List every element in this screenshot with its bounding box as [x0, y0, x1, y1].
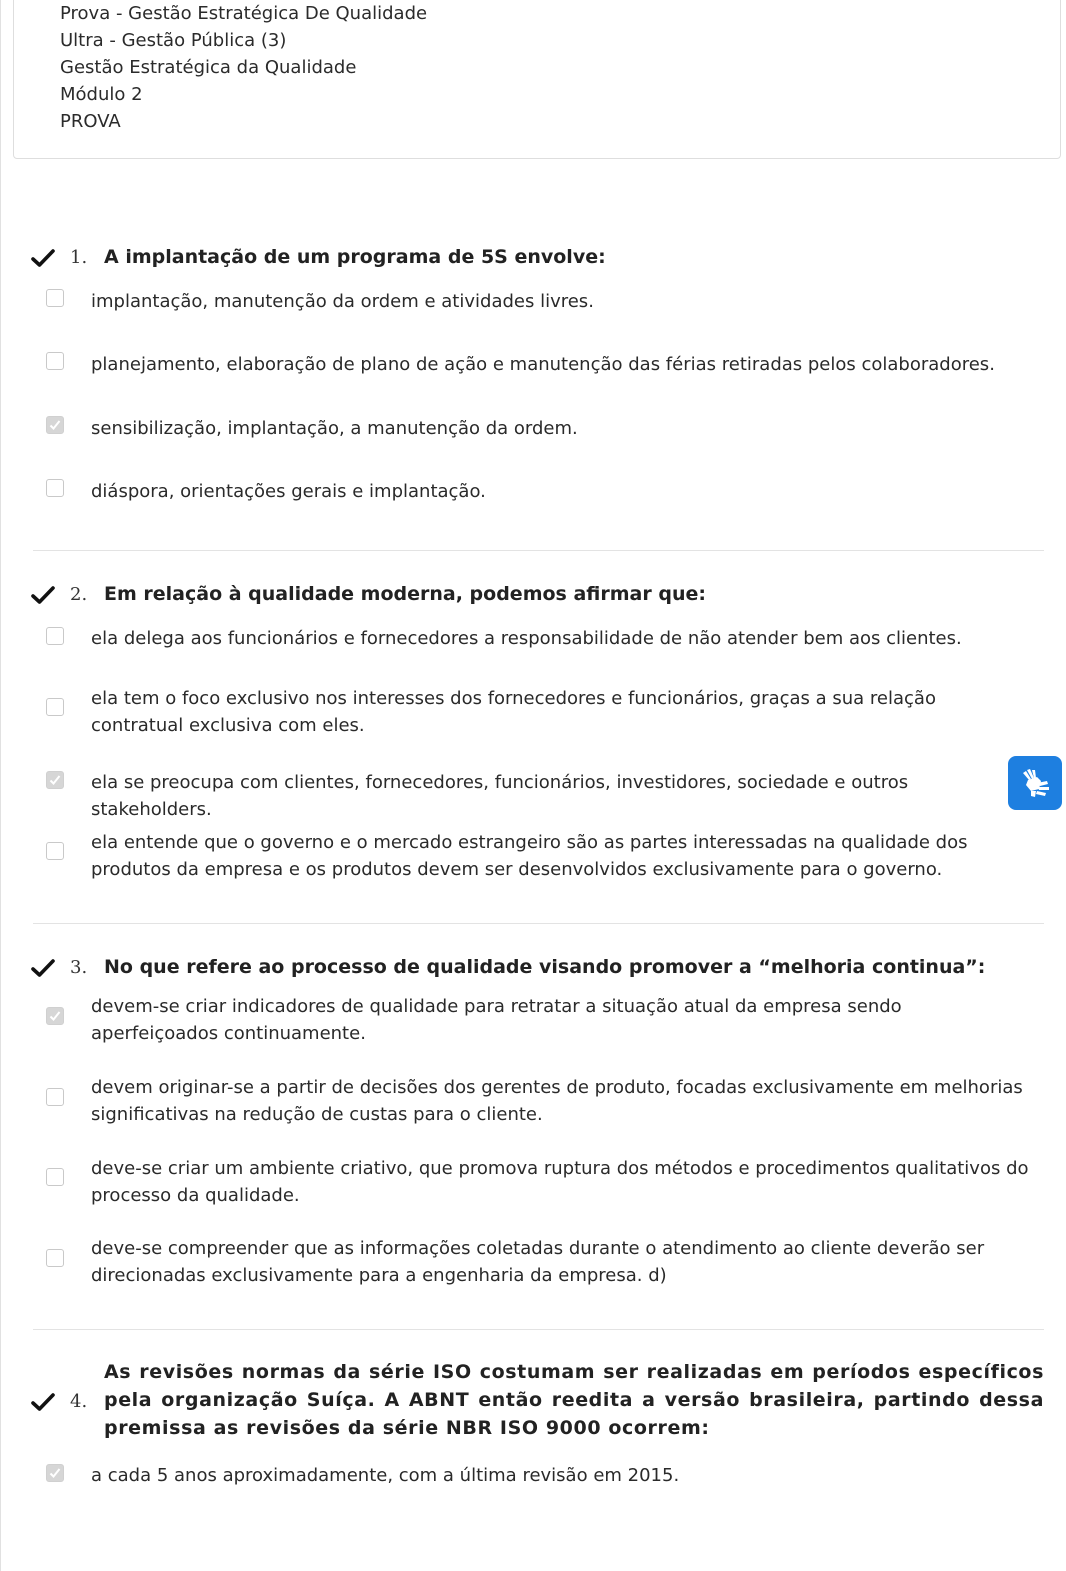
option-text: deve-se criar um ambiente criativo, que promova ruptura dos métodos e procedimentos qualitativos do processo da qualidade.	[91, 1158, 1029, 1206]
question-divider	[33, 1329, 1044, 1330]
option-text: ela se preocupa com clientes, fornecedores, funcionários, investidores, sociedade e outros stakeholders.	[91, 772, 909, 820]
option-checkbox[interactable]	[46, 289, 64, 307]
question-number: 3.	[70, 957, 88, 978]
option-checkbox[interactable]	[46, 1088, 64, 1106]
question-divider	[33, 550, 1044, 551]
option-checkbox[interactable]	[46, 479, 64, 497]
option-checkbox[interactable]	[46, 352, 64, 370]
option-checkbox[interactable]	[46, 627, 64, 645]
option-text: sensibilização, implantação, a manutenção da ordem.	[91, 418, 578, 439]
option-checkbox[interactable]	[46, 1249, 64, 1267]
checkbox-check-icon	[49, 1467, 61, 1479]
checkmark-icon	[31, 248, 55, 268]
question-text: Em relação à qualidade moderna, podemos afirmar que:	[104, 583, 706, 605]
option-text: ela entende que o governo e o mercado estrangeiro são as partes interessadas na qualidade dos produtos da empresa e os produtos devem ser desenvolvidos exclusivamente para o governo.	[91, 832, 968, 880]
checkmark-icon	[31, 1392, 55, 1412]
question-number: 1.	[70, 247, 88, 268]
question-number: 4.	[70, 1391, 88, 1412]
sign-language-hands-icon	[1017, 765, 1053, 801]
question-number: 2.	[70, 584, 88, 605]
subject-name: Gestão Estratégica da Qualidade	[60, 57, 357, 78]
question-divider	[33, 923, 1044, 924]
option-text: ela tem o foco exclusivo nos interesses dos fornecedores e funcionários, graças a sua relação contratual exclusiva com eles.	[91, 688, 936, 736]
option-checkbox-checked[interactable]	[46, 416, 64, 434]
option-text: diáspora, orientações gerais e implantação.	[91, 481, 486, 502]
option-checkbox[interactable]	[46, 698, 64, 716]
option-text: a cada 5 anos aproximadamente, com a última revisão em 2015.	[91, 1465, 680, 1486]
checkmark-icon	[31, 585, 55, 605]
question-text: As revisões normas da série ISO costumam ser realizadas em períodos específicos pela organização Suíça. A ABNT então reedita a versão brasileira, partindo dessa premissa as revisões da série NBR ISO 9000 ocorrem:	[104, 1361, 1044, 1439]
option-checkbox-checked[interactable]	[46, 1464, 64, 1482]
option-checkbox-checked[interactable]	[46, 1007, 64, 1025]
left-border	[0, 0, 1, 1571]
question-text: No que refere ao processo de qualidade visando promover a “melhoria continua”:	[104, 956, 986, 978]
exam-header-card	[13, 0, 1061, 159]
checkmark-icon	[31, 958, 55, 978]
option-text: ela delega aos funcionários e fornecedores a responsabilidade de não atender bem aos clientes.	[91, 628, 962, 649]
course-name: Ultra - Gestão Pública (3)	[60, 30, 287, 51]
option-checkbox[interactable]	[46, 1168, 64, 1186]
option-text: devem-se criar indicadores de qualidade para retratar a situação atual da empresa sendo aperfeiçoados continuamente.	[91, 996, 902, 1044]
activity-type: PROVA	[60, 111, 121, 132]
option-checkbox[interactable]	[46, 842, 64, 860]
module-name: Módulo 2	[60, 84, 143, 105]
option-checkbox-checked[interactable]	[46, 771, 64, 789]
question-text: A implantação de um programa de 5S envolve:	[104, 246, 606, 268]
exam-title: Prova - Gestão Estratégica De Qualidade	[60, 3, 428, 24]
checkbox-check-icon	[49, 774, 61, 786]
checkbox-check-icon	[49, 419, 61, 431]
option-text: planejamento, elaboração de plano de ação e manutenção das férias retiradas pelos colaboradores.	[91, 354, 995, 375]
checkbox-check-icon	[49, 1010, 61, 1022]
option-text: implantação, manutenção da ordem e atividades livres.	[91, 291, 594, 312]
option-text: deve-se compreender que as informações coletadas durante o atendimento ao cliente deverão ser direcionadas exclusivamente para a engenharia da empresa. d)	[91, 1238, 985, 1286]
option-text: devem originar-se a partir de decisões dos gerentes de produto, focadas exclusivamente em melhorias significativas na redução de custas para o cliente.	[91, 1077, 1023, 1125]
accessibility-button[interactable]	[1008, 756, 1062, 810]
